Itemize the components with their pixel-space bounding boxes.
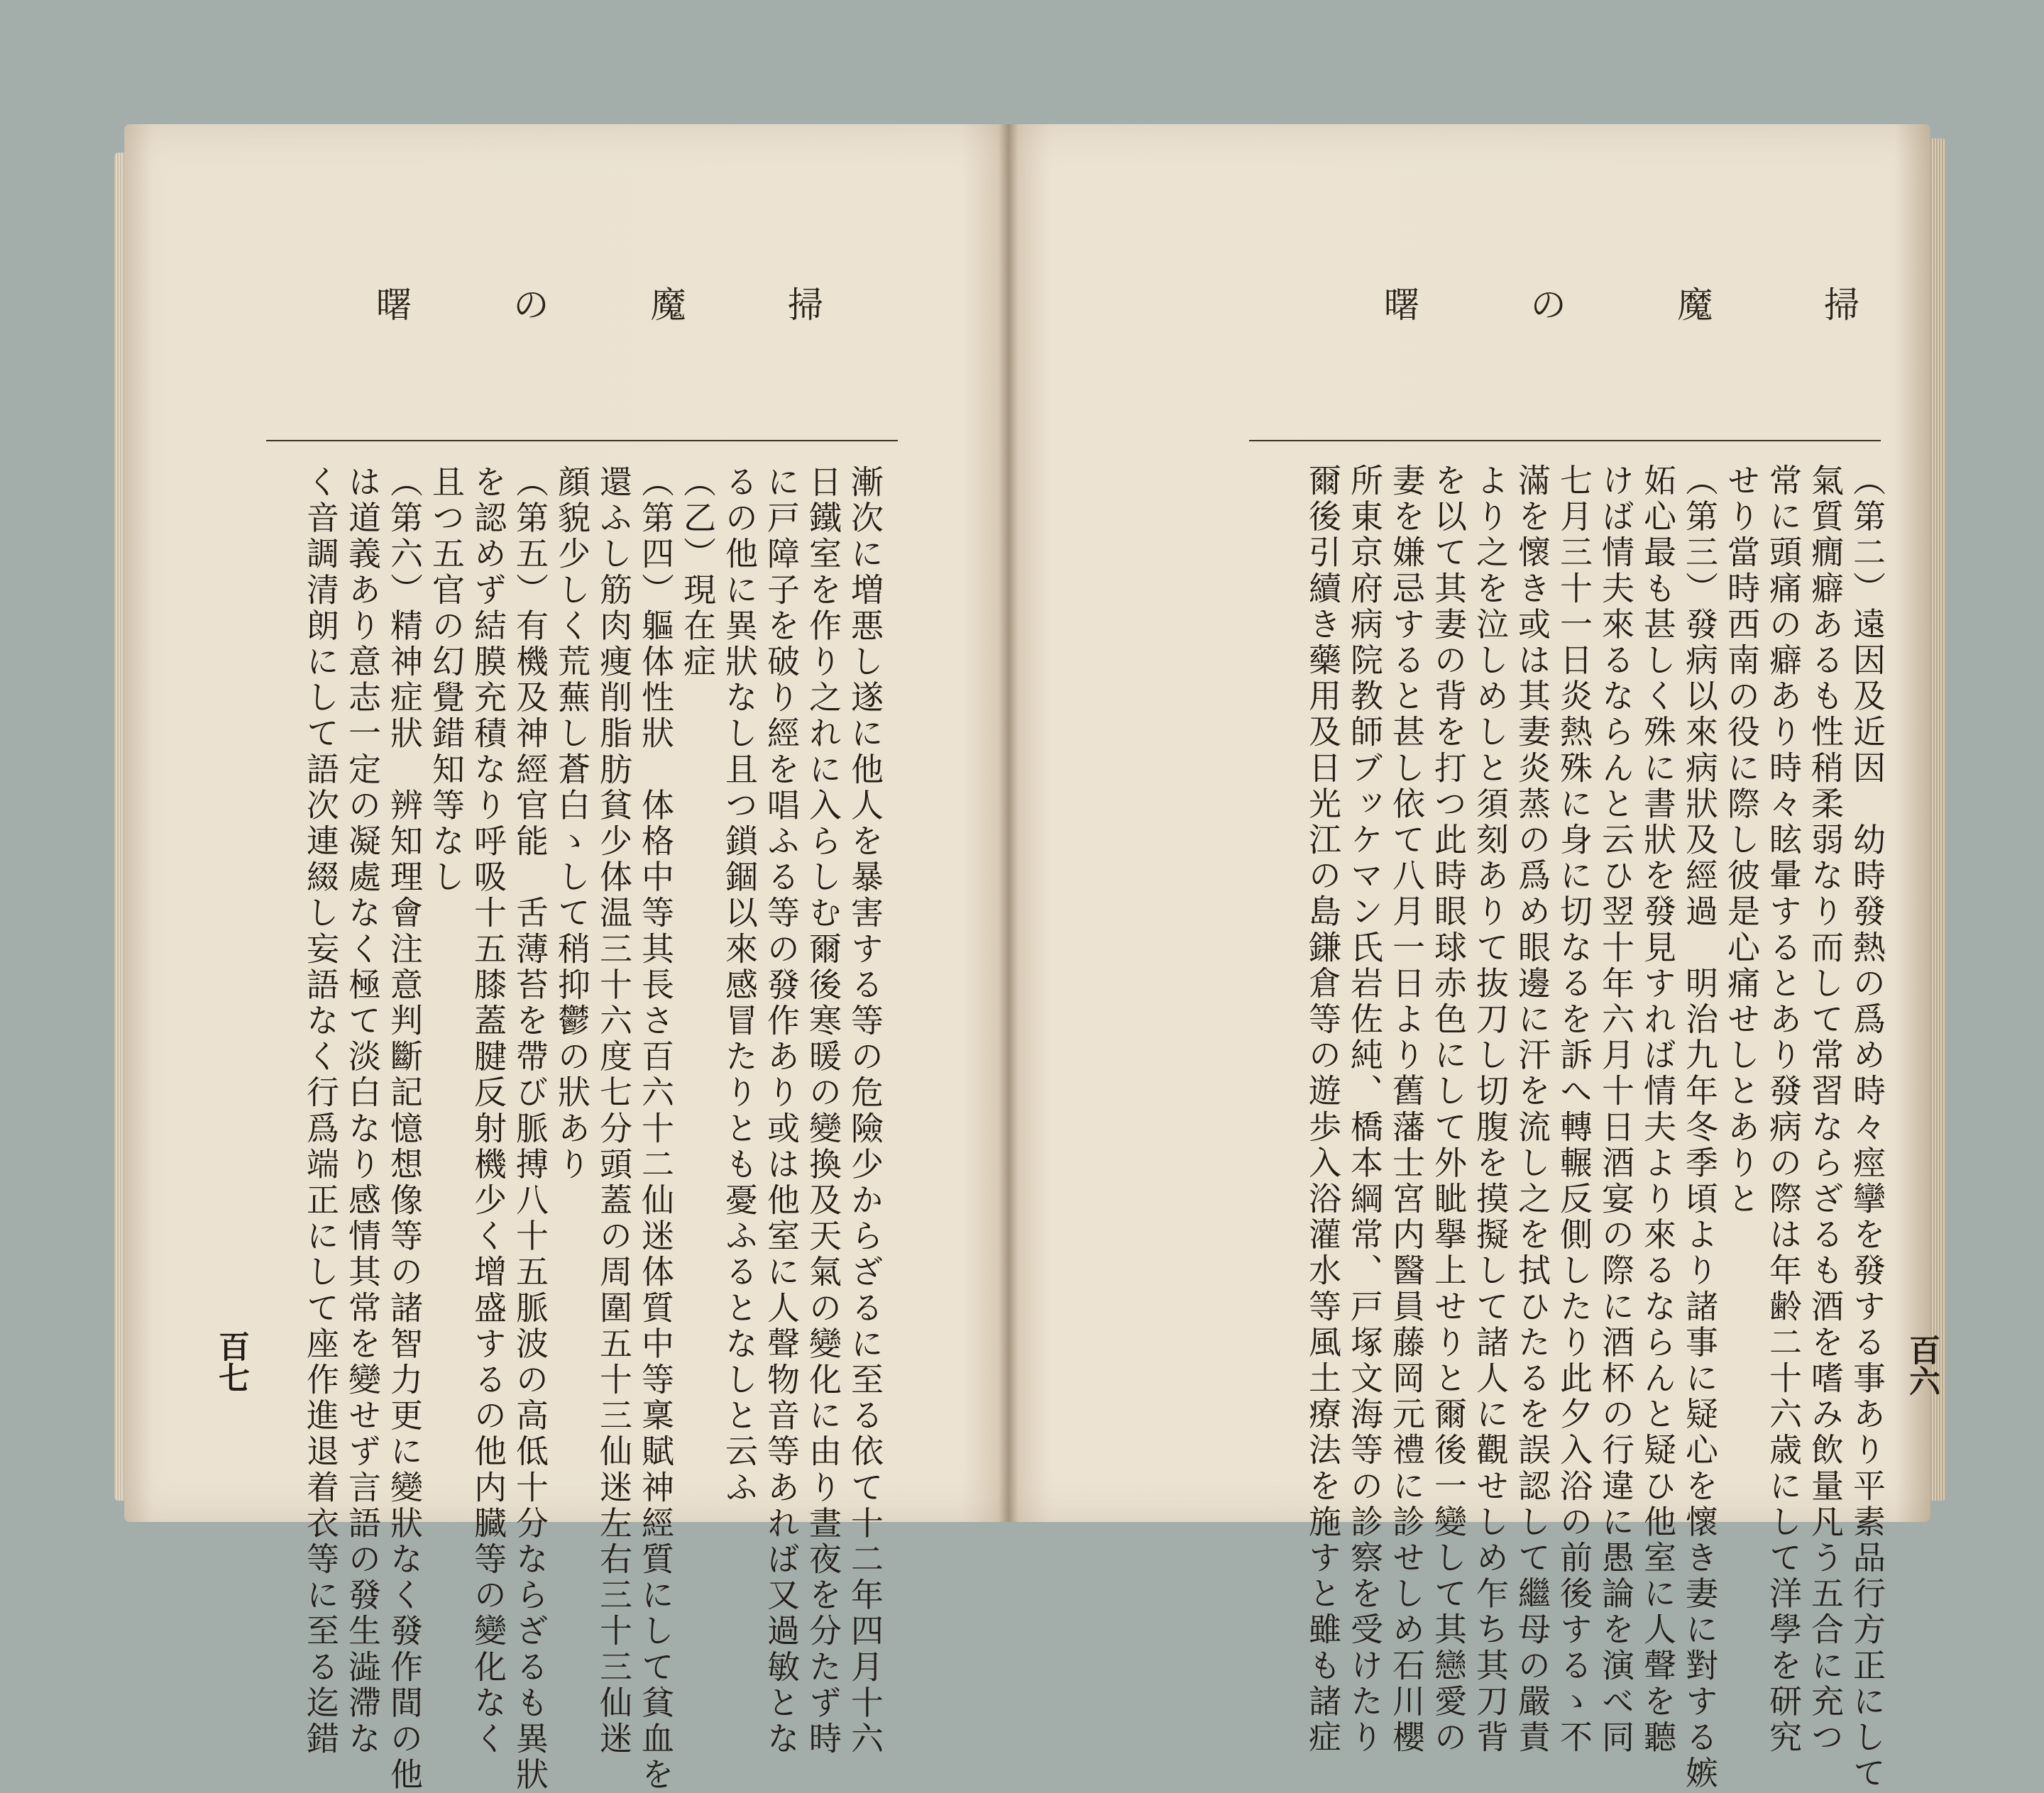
text-column: 妬心最も甚しく殊に書狀を發見すれば情夫より來るならんと疑ひ他室に人聲を聽 xyxy=(1639,463,1677,1756)
header-char: 魔 xyxy=(650,285,686,326)
text-column: 妻を嫌忌すると甚し依て八月一日より舊藩士宮内醫員藤岡元禮に診せしめ石川櫻 xyxy=(1388,463,1426,1756)
header-char: 掃 xyxy=(787,285,823,326)
running-header-left xyxy=(376,277,823,328)
text-column: （第五）有機及神經官能 舌薄苔を帶び脈搏八十五脈波の高低十分ならざるも異狀 xyxy=(511,465,549,1793)
text-column: に戸障子を破り經を唱ふる等の發作あり或は他室に人聲物音等あれば又過敏とな xyxy=(762,465,801,1758)
text-column: く音調清朗にして語次連綴し妄語なく行爲端正にして座作進退着衣等に至る迄錯 xyxy=(302,465,340,1758)
left-page xyxy=(124,124,1008,1793)
text-column: 滿を懷き或は其妻炎蒸の爲め眼邊に汗を流し之を拭ひたるを誤認して繼母の嚴責 xyxy=(1513,463,1551,1756)
text-column: るの他に異狀なし且つ鎖錮以來感冒たりとも憂ふるとなしと云ふ xyxy=(720,465,759,1506)
text-column: けば情夫來るならんと云ひ翌十年六月十日酒宴の際に酒杯の行違に愚論を演べ同 xyxy=(1597,463,1635,1756)
header-rule xyxy=(1249,440,1881,441)
text-column: を以て其妻の背を打つ此時眼球赤色にして外眦擧上せりと爾後一變して其戀愛の xyxy=(1429,463,1468,1756)
header-char: 曙 xyxy=(1384,285,1419,326)
text-column: （第三）發病以來病狀及經過 明治九年冬季頃より諸事に疑心を懷き妻に對する嫉 xyxy=(1681,463,1719,1792)
text-column: より之を泣しめしと須刻ありて抜刀し切腹を摸擬して諸人に觀せしめ乍ち其刀背 xyxy=(1471,463,1510,1756)
text-column: 且つ五官の幻覺錯知等なし xyxy=(427,465,466,896)
open-book xyxy=(124,124,1940,1793)
text-column: は道義あり意志一定の凝處なく極て淡白なり感情其常を變せず言語の發生澁滯な xyxy=(344,465,382,1758)
text-column: （第二）遠因及近因 幼時發熱の爲め時々痙攣を發する事あり平素品行方正にして xyxy=(1848,463,1886,1792)
book-gutter xyxy=(999,124,1018,1522)
text-column: （第六）精神症狀 辨知理會注意判斷記憶想像等の諸智力更に變狀なく發作間の他 xyxy=(385,465,424,1793)
text-column: を認めず結膜充積なり呼吸十五膝蓋腱反射機少く增盛するの他内臓等の變化なく xyxy=(469,465,507,1758)
header-char: 掃 xyxy=(1823,285,1859,326)
page-number-right: 百六 xyxy=(1903,1334,1940,1396)
text-column: 七月三十一日炎熱殊に身に切なるを訴へ轉輾反側したり此夕入浴の前後するゝ不 xyxy=(1555,463,1593,1756)
text-column: 爾後引續き藥用及日光江の島鎌倉等の遊歩入浴灌水等風土療法を施すと雖も諸症 xyxy=(1304,463,1342,1756)
header-char: 曙 xyxy=(376,285,412,326)
text-column: （第四）軀体性狀 体格中等其長さ百六十二仙迷体質中等稟賦神經質にして貧血を xyxy=(637,465,675,1793)
text-column: （乙）現在症 xyxy=(678,465,717,680)
header-rule xyxy=(266,440,898,441)
body-text-left xyxy=(251,465,886,1793)
running-header-right xyxy=(1384,277,1859,328)
right-page xyxy=(1008,124,1940,1792)
text-column: 顔貌少しく荒蕪し蒼白ゝして稍抑鬱の狀あり xyxy=(553,465,591,1183)
text-column: 常に頭痛の癖あり時々眩暈するとあり發病の際は年齢二十六歳にして洋學を研究 xyxy=(1764,463,1803,1756)
body-text-right xyxy=(1249,463,1888,1792)
text-column: 所東京府病院教師ブッケマン氏岩佐純、橋本綱常、戸塚文海等の診察を受けたり xyxy=(1346,463,1384,1756)
text-column: せり當時西南の役に際し彼是心痛せしとありと xyxy=(1722,463,1761,1218)
header-char: の xyxy=(513,285,549,326)
text-column: 還ふし筋肉痩削脂肪貧少体温三十六度七分頭蓋の周圍五十三仙迷左右三十三仙迷 xyxy=(595,465,633,1758)
text-column: 漸次に増悪し遂に他人を暴害する等の危險少からざるに至る依て十二年四月十六 xyxy=(846,465,884,1758)
text-column: 日鐵室を作り之れに入らしむ爾後寒暖の變換及天氣の變化に由り晝夜を分たず時 xyxy=(804,465,842,1758)
text-column: 氣質癇癖あるも性稍柔弱なり而して常習ならざるも酒を嗜み飲量凡う五合に充つ xyxy=(1806,463,1845,1756)
header-char: の xyxy=(1530,285,1566,326)
page-number-left: 百七 xyxy=(213,1330,249,1393)
header-char: 魔 xyxy=(1677,285,1713,326)
page-edges-right xyxy=(1929,138,1946,1501)
